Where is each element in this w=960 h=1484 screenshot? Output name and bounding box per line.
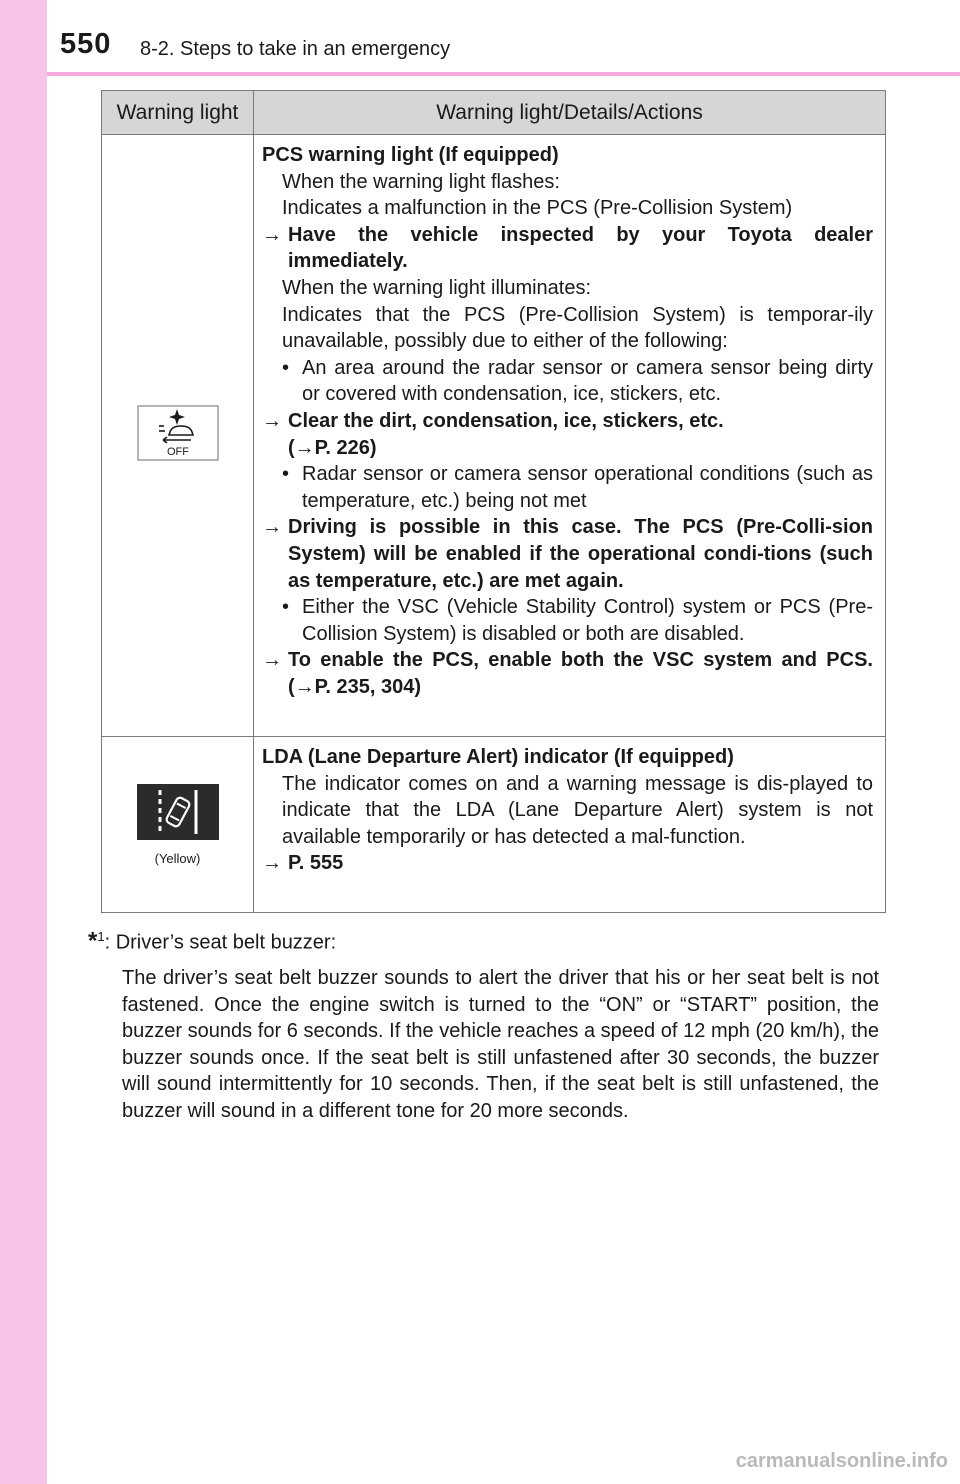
table-row-pcs [102,135,886,737]
page-number: 550 [60,28,112,60]
bullet-mark: • [282,356,290,379]
table-row-lda [102,737,886,913]
side-strip [0,0,47,1484]
pcs-illum-desc: Indicates that the PCS (Pre-Collision System) is temporar-ily unavailable, possibly due to either of the following: [282,303,873,353]
col-header-warning-light: Warning light [102,91,254,135]
lda-color-caption: (Yellow) [154,850,201,866]
arrow-icon: → [262,852,282,875]
pcs-title: PCS warning light (If equipped) [262,144,559,166]
lane-departure-icon [137,784,219,845]
section-title: 8-2. Steps to take in an emergency [140,38,451,60]
arrow-icon: → [262,223,282,246]
table-header-row [102,91,886,135]
pcs-action-clear: → Clear the dirt, condensation, ice, stickers, etc. [262,408,873,435]
lda-desc: The indicator comes on and a warning message is dis-played to indicate that the LDA (Lane Departure Alert) system is not available temporarily or has detected a mal-function. [282,772,873,848]
lda-ref: → P. 555 [262,850,873,877]
pcs-action-enable: → To enable the PCS, enable both the VSC system and PCS. (→P. 235, 304) [262,647,873,700]
watermark: carmanualsonline.info [735,1450,948,1472]
pcs-illum-label: When the warning light illuminates: [282,276,592,299]
lda-title: LDA (Lane Departure Alert) indicator (If equipped) [262,746,734,768]
pcs-action-inspect: → Have the vehicle inspected by your Toyota dealer immediately. [262,222,873,275]
arrow-icon: → [294,675,315,698]
pcs-ref-226: (→P. 226) [288,436,377,459]
pcs-bullet-vsc: • Either the VSC (Vehicle Stability Control) system or PCS (Pre-Collision System) is disabled or both are disabled. [262,594,873,647]
pcs-action-driving: → Driving is possible in this case. The PCS (Pre-Colli-sion System) will be enabled if the operational condi-tions (such as temperature, etc.) are met again. [262,514,873,594]
pcs-bullet-dirty: • An area around the radar sensor or camera sensor being dirty or covered with condensation, ice, stickers, etc. [262,355,873,408]
col-header-details: Warning light/Details/Actions [254,91,886,135]
header-rule [47,72,960,76]
arrow-icon: → [294,436,315,459]
footnote-text: The driver’s seat belt buzzer sounds to alert the driver that his or her seat belt is not fastened. Once the engine switch is turned to the “ON” or “START” position, the buzzer sounds for 6 seconds. If the vehicle reaches a speed of 12 mph (20 km/h), the buzzer sounds once. If the seat belt is still unfastened after 30 seconds, the buzzer will sound intermittently for 10 seconds. Then, if the seat belt is still unfastened, the buzzer will sound in a different tone for 20 more seconds. [122,967,879,1122]
svg-text:OFF: OFF [166,446,189,458]
lda-details-cell [254,737,886,913]
lda-icon-cell [102,737,254,913]
pcs-flash-desc: Indicates a malfunction in the PCS (Pre-Collision System) [282,197,793,220]
footnote-number: 1 [97,929,105,944]
pcs-bullet-conditions: • Radar sensor or camera sensor operational conditions (such as temperature, etc.) being not met [262,461,873,514]
bullet-mark: • [282,596,290,619]
arrow-icon: → [262,409,282,432]
pcs-flash-label: When the warning light flashes: [282,170,560,193]
footnote-heading [88,924,336,956]
footnote-label: : Driver’s seat belt buzzer: [104,931,337,954]
arrow-icon: → [262,649,282,672]
pcs-details-cell [254,135,886,737]
warning-light-table [101,90,886,913]
pcs-icon-cell [102,135,254,737]
arrow-icon: → [262,516,282,539]
footnote-star: * [88,927,98,955]
pcs-off-icon [137,405,219,466]
bullet-mark: • [282,463,290,486]
